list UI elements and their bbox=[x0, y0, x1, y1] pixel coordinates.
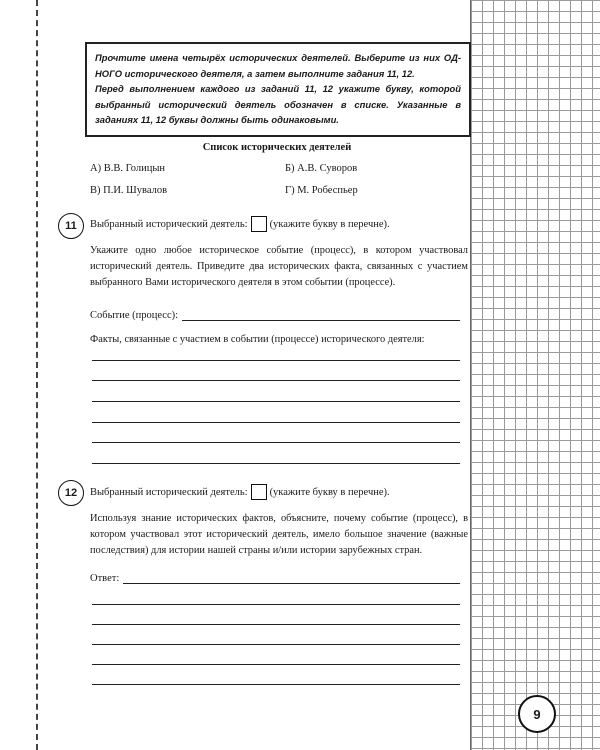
task-12-answer-label: Ответ: bbox=[90, 573, 120, 584]
instruction-text-1: Прочтите имена четырёх исторических деятелей. Выберите из них ОД-НОГО исторического деятеля, а затем выполните задания 11, 12. bbox=[95, 52, 461, 79]
figure-option-c: В) П.И. Шувалов bbox=[90, 185, 168, 196]
task-12-selection-row bbox=[90, 484, 390, 500]
task-11-prompt: Укажите одно любое историческое событие (процесс), в котором участвовал исторический деятель. Приведите два исторических факта, связанных с участием выбранного Вами исторического деятеля в этом событии (процессе). bbox=[90, 245, 468, 288]
cut-line bbox=[36, 0, 38, 750]
task-11-number: 11 bbox=[58, 213, 84, 239]
task-11-event-row bbox=[90, 309, 460, 321]
answer-line[interactable] bbox=[92, 463, 460, 464]
task-12-number: 12 bbox=[58, 480, 84, 506]
task-12-answer-line[interactable] bbox=[123, 572, 460, 584]
answer-line[interactable] bbox=[92, 360, 460, 361]
answer-line[interactable] bbox=[92, 604, 460, 605]
instruction-text-2: Перед выполнением каждого из заданий 11, 12 укажите букву, которой выбранный исторический деятель обозначен в списке. Указанные в заданиях 11, 12 буквы должны быть одинаковыми. bbox=[95, 83, 461, 125]
task-11-selected-label: Выбранный исторический деятель: bbox=[90, 218, 248, 230]
answer-line[interactable] bbox=[92, 624, 460, 625]
figure-option-b: Б) А.В. Суворов bbox=[285, 163, 358, 174]
answer-line[interactable] bbox=[92, 644, 460, 645]
answer-line[interactable] bbox=[92, 684, 460, 685]
page-number: 9 bbox=[518, 695, 556, 733]
figures-list-title: Список исторических деятелей bbox=[202, 142, 352, 153]
grid-margin bbox=[470, 0, 600, 750]
answer-line[interactable] bbox=[92, 664, 460, 665]
answer-line[interactable] bbox=[92, 442, 460, 443]
task-12-letter-box[interactable] bbox=[251, 484, 267, 500]
task-12-answer-row bbox=[90, 572, 460, 584]
answer-line[interactable] bbox=[92, 380, 460, 381]
task-11-event-line[interactable] bbox=[182, 309, 460, 321]
task-11-selection-row bbox=[90, 216, 390, 232]
task-12-prompt: Используя знание исторических фактов, объясните, почему событие (процесс), в котором участвовал этот исторический деятель, имело большое значение (важные последствия) для истории нашей страны и/или истории зарубежных стран. bbox=[90, 513, 468, 556]
task-12-selected-label: Выбранный исторический деятель: bbox=[90, 486, 248, 498]
task-12-selected-hint: (укажите букву в перечне). bbox=[269, 486, 390, 498]
figure-option-a: А) В.В. Голицын bbox=[90, 163, 165, 174]
figure-option-d: Г) М. Робеспьер bbox=[285, 185, 358, 196]
task-11-letter-box[interactable] bbox=[251, 216, 267, 232]
instruction-box bbox=[85, 42, 471, 137]
task-11-facts-label: Факты, связанные с участием в событии (процессе) исторического деятеля: bbox=[90, 334, 425, 345]
answer-line[interactable] bbox=[92, 422, 460, 423]
task-11-selected-hint: (укажите букву в перечне). bbox=[269, 218, 390, 230]
answer-line[interactable] bbox=[92, 401, 460, 402]
task-11-event-label: Событие (процесс): bbox=[90, 310, 179, 321]
